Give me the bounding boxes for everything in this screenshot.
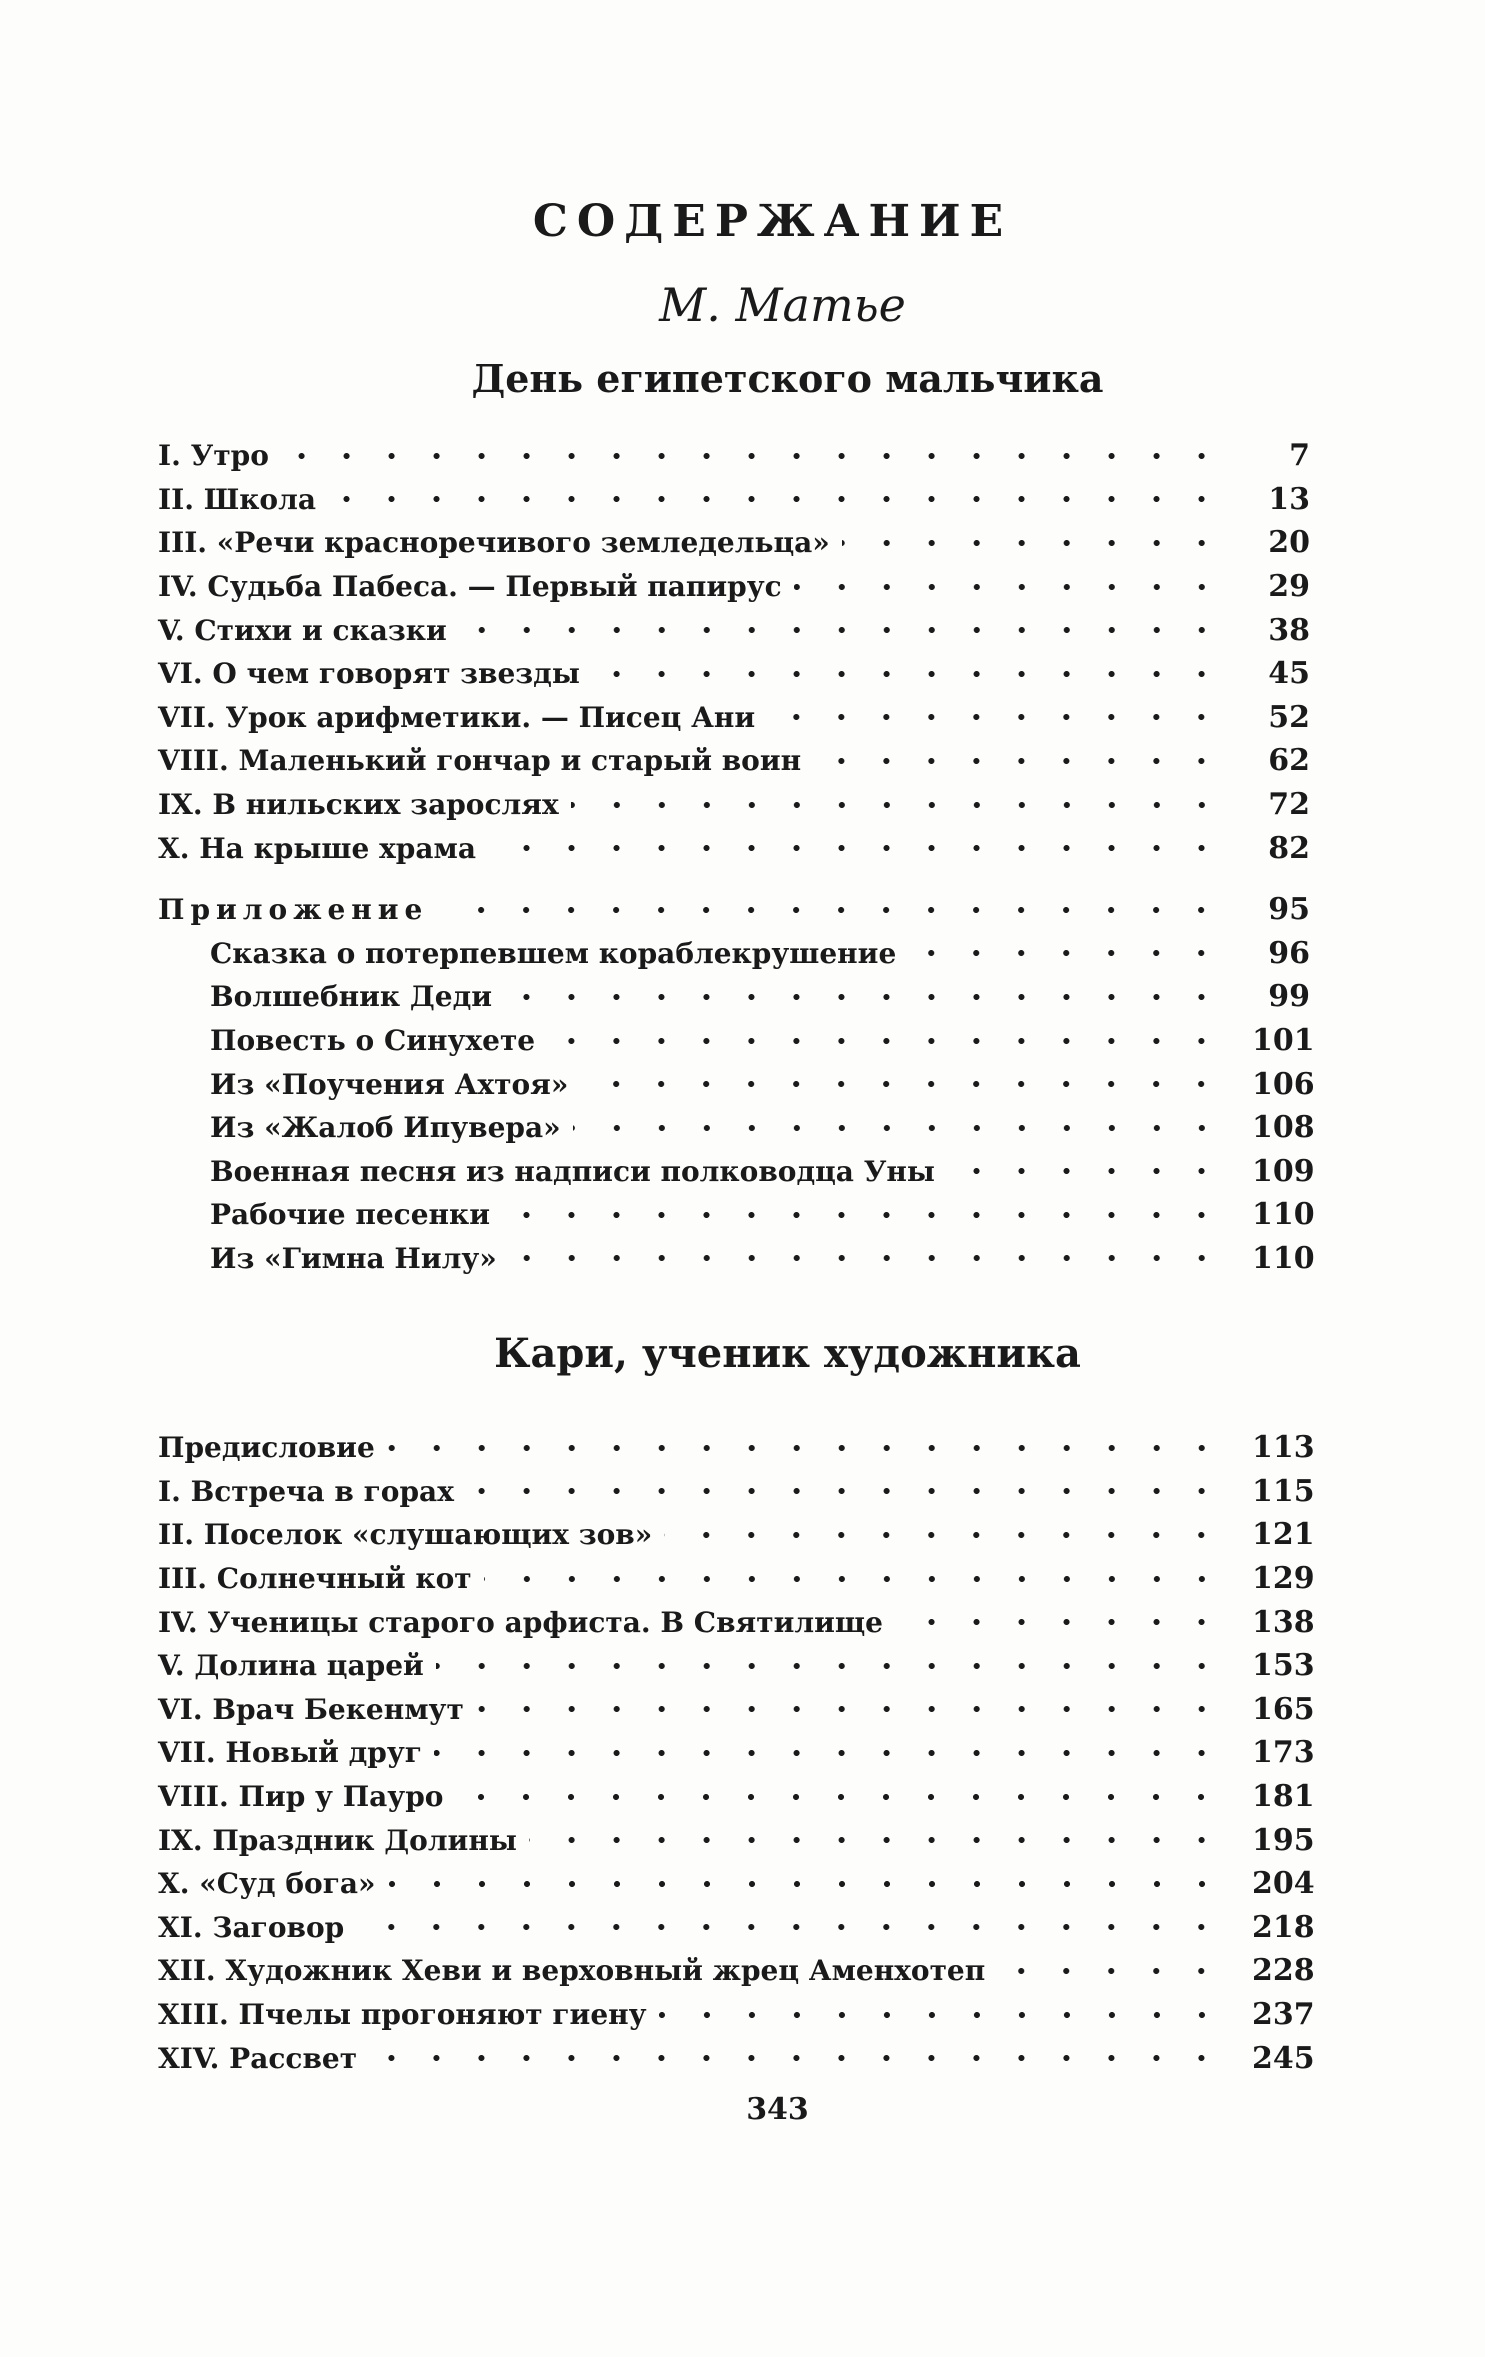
toc-entry-page: 113 (1252, 1430, 1315, 1466)
toc-entry (158, 1775, 1315, 1819)
dot-leader (509, 1243, 1224, 1273)
toc-entry-label: Из «Поучения Ахтоя» (210, 1067, 569, 1101)
toc-entry (158, 1557, 1315, 1601)
dot-leader (356, 1912, 1224, 1942)
dot-leader (328, 484, 1224, 514)
toc-entry-page: 106 (1252, 1066, 1315, 1102)
toc-entry (158, 1150, 1315, 1194)
toc-entry (158, 1688, 1315, 1732)
contents-title: СОДЕРЖАНИЕ (532, 196, 1013, 247)
dot-leader (767, 702, 1224, 732)
toc-entry-page: 13 (1268, 481, 1310, 517)
toc-entry (158, 1906, 1315, 1950)
toc-entry-page: 237 (1252, 1997, 1315, 2033)
toc-entry (158, 932, 1310, 976)
toc-entry-label: Военная песня из надписи полководца Уны (210, 1154, 935, 1188)
toc-entry (158, 434, 1310, 478)
page-number: 343 (746, 2092, 809, 2127)
toc-entry-label: Рабочие песенки (210, 1198, 491, 1232)
toc-entry-label: III. «Речи красноречивого земледельца» (158, 526, 830, 560)
toc-entry-page: 195 (1252, 1822, 1315, 1858)
dot-leader (388, 1869, 1225, 1899)
toc-entry-page: 52 (1268, 699, 1310, 735)
toc-entry-page: 96 (1268, 935, 1310, 971)
toc-entry (158, 1019, 1315, 1063)
toc-entry (158, 696, 1310, 740)
book-title-2: Кари, ученик художника (494, 1330, 1081, 1377)
dot-leader (369, 2043, 1224, 2073)
book-title-1: День египетского мальчика (471, 356, 1104, 401)
toc-entry-page: 138 (1252, 1604, 1315, 1640)
toc-entry-page: 108 (1252, 1110, 1315, 1146)
dot-leader (476, 1694, 1224, 1724)
toc-entry (158, 826, 1310, 870)
toc-entry-label: VI. О чем говорят звезды (158, 657, 580, 691)
toc-entry (158, 478, 1310, 522)
toc-entry-label: Приложение (158, 893, 429, 927)
dot-leader (281, 441, 1224, 471)
dot-leader (659, 2000, 1224, 2030)
dot-leader (813, 746, 1224, 776)
table-of-contents-book-1 (158, 434, 1315, 1280)
author-name: М. Матье (659, 278, 906, 332)
toc-entry-label: XI. Заговор (158, 1910, 345, 1944)
toc-entry (158, 975, 1310, 1019)
dot-leader (387, 1433, 1224, 1463)
toc-entry-page: 82 (1268, 830, 1310, 866)
dot-leader (502, 1200, 1224, 1230)
toc-entry-page: 109 (1252, 1153, 1315, 1189)
toc-entry-page: 218 (1252, 1909, 1315, 1945)
toc-entry-label: V. Долина царей (158, 1649, 424, 1683)
dot-leader (488, 833, 1224, 863)
toc-entry-label: XIII. Пчелы прогоняют гиену (158, 1998, 647, 2032)
toc-entry-page: 110 (1252, 1240, 1315, 1276)
toc-entry (158, 565, 1310, 609)
toc-entry (158, 1600, 1315, 1644)
toc-entry-page: 95 (1268, 892, 1310, 928)
dot-leader (571, 790, 1224, 820)
toc-entry-label: Предисловие (158, 1431, 375, 1465)
dot-leader (440, 895, 1224, 925)
toc-entry-label: I. Утро (158, 439, 269, 473)
dot-leader (908, 938, 1224, 968)
dot-leader (434, 1738, 1224, 1768)
dot-leader (547, 1026, 1224, 1056)
toc-entry-page: 129 (1252, 1561, 1315, 1597)
toc-entry-label: V. Стихи и сказки (158, 613, 447, 647)
toc-entry-label: VIII. Пир у Пауро (158, 1780, 444, 1814)
toc-entry (158, 2036, 1315, 2080)
toc-entry-label: IV. Судьба Пабеса. — Первый папирус (158, 570, 782, 604)
toc-entry-page: 173 (1252, 1735, 1315, 1771)
toc-entry-label: VIII. Маленький гончар и старый воин (158, 744, 802, 778)
toc-entry-label: Повесть о Синухете (210, 1024, 536, 1058)
toc-entry-label: X. «Суд бога» (158, 1867, 376, 1901)
dot-leader (459, 615, 1224, 645)
toc-entry (158, 1949, 1315, 1993)
toc-entry-page: 72 (1268, 787, 1310, 823)
dot-leader (794, 572, 1224, 602)
toc-entry (158, 739, 1310, 783)
toc-entry (158, 608, 1310, 652)
toc-entry (158, 1470, 1315, 1514)
toc-entry-label: Из «Жалоб Ипувера» (210, 1111, 561, 1145)
toc-entry-label: IV. Ученицы старого арфиста. В Святилище (158, 1605, 883, 1639)
toc-entry-page: 99 (1268, 979, 1310, 1015)
table-of-contents-book-2 (158, 1426, 1315, 2080)
toc-entry-label: XIV. Рассвет (158, 2041, 358, 2075)
dot-leader (466, 1476, 1224, 1506)
toc-entry-label: IX. В нильских зарослях (158, 788, 559, 822)
toc-entry-label: VII. Урок арифметики. — Писец Ани (158, 700, 756, 734)
toc-entry (158, 1426, 1315, 1470)
toc-entry (158, 521, 1310, 565)
toc-entry-label: VII. Новый друг (158, 1736, 422, 1770)
toc-entry (158, 1862, 1315, 1906)
dot-leader (455, 1782, 1224, 1812)
toc-entry-label: Волшебник Деди (210, 980, 493, 1014)
toc-entry-label: II. Школа (158, 482, 316, 516)
toc-entry-label: Из «Гимна Нилу» (210, 1241, 497, 1275)
dot-leader (592, 659, 1224, 689)
toc-entry-page: 181 (1252, 1779, 1315, 1815)
toc-appendix-heading (158, 888, 1310, 932)
toc-entry (158, 1237, 1315, 1281)
toc-entry-page: 45 (1268, 656, 1310, 692)
toc-entry-label: Сказка о потерпевшем кораблекрушение (210, 936, 897, 970)
dot-leader (504, 982, 1224, 1012)
toc-entry-page: 38 (1268, 612, 1310, 648)
toc-entry (158, 1513, 1315, 1557)
dot-leader (895, 1607, 1224, 1637)
dot-leader (573, 1113, 1224, 1143)
dot-leader (997, 1956, 1224, 1986)
toc-entry (158, 1106, 1315, 1150)
toc-entry-page: 115 (1252, 1473, 1315, 1509)
dot-leader (484, 1564, 1224, 1594)
toc-entry-page: 153 (1252, 1648, 1315, 1684)
toc-entry-label: XII. Художник Хеви и верховный жрец Аменхотеп (158, 1954, 986, 1988)
toc-entry-page: 20 (1268, 525, 1310, 561)
toc-entry (158, 783, 1310, 827)
toc-entry-page: 110 (1252, 1197, 1315, 1233)
dot-leader (529, 1825, 1224, 1855)
toc-entry-page: 204 (1252, 1866, 1315, 1902)
dot-leader (436, 1651, 1224, 1681)
dot-leader (664, 1520, 1224, 1550)
toc-entry (158, 1062, 1315, 1106)
toc-entry-page: 101 (1252, 1023, 1315, 1059)
section-gap (158, 870, 1310, 888)
toc-entry-label: X. На крыше храма (158, 831, 476, 865)
toc-entry-page: 121 (1252, 1517, 1315, 1553)
toc-entry (158, 1818, 1315, 1862)
toc-entry-label: I. Встреча в горах (158, 1474, 454, 1508)
toc-entry-label: VI. Врач Бекенмут (158, 1692, 464, 1726)
toc-entry-page: 7 (1289, 438, 1310, 474)
toc-entry (158, 1644, 1315, 1688)
toc-entry (158, 1731, 1315, 1775)
toc-entry-page: 245 (1252, 2040, 1315, 2076)
toc-entry (158, 1993, 1315, 2037)
toc-entry-page: 228 (1252, 1953, 1315, 1989)
dot-leader (842, 528, 1224, 558)
toc-entry (158, 652, 1310, 696)
toc-entry-label: II. Поселок «слушающих зов» (158, 1518, 653, 1552)
dot-leader (580, 1069, 1224, 1099)
toc-entry-page: 62 (1268, 743, 1310, 779)
toc-entry-label: IX. Праздник Долины (158, 1823, 517, 1857)
toc-entry-page: 29 (1268, 569, 1310, 605)
toc-entry (158, 1193, 1315, 1237)
dot-leader (947, 1156, 1224, 1186)
toc-entry-page: 165 (1252, 1691, 1315, 1727)
toc-entry-label: III. Солнечный кот (158, 1562, 472, 1596)
